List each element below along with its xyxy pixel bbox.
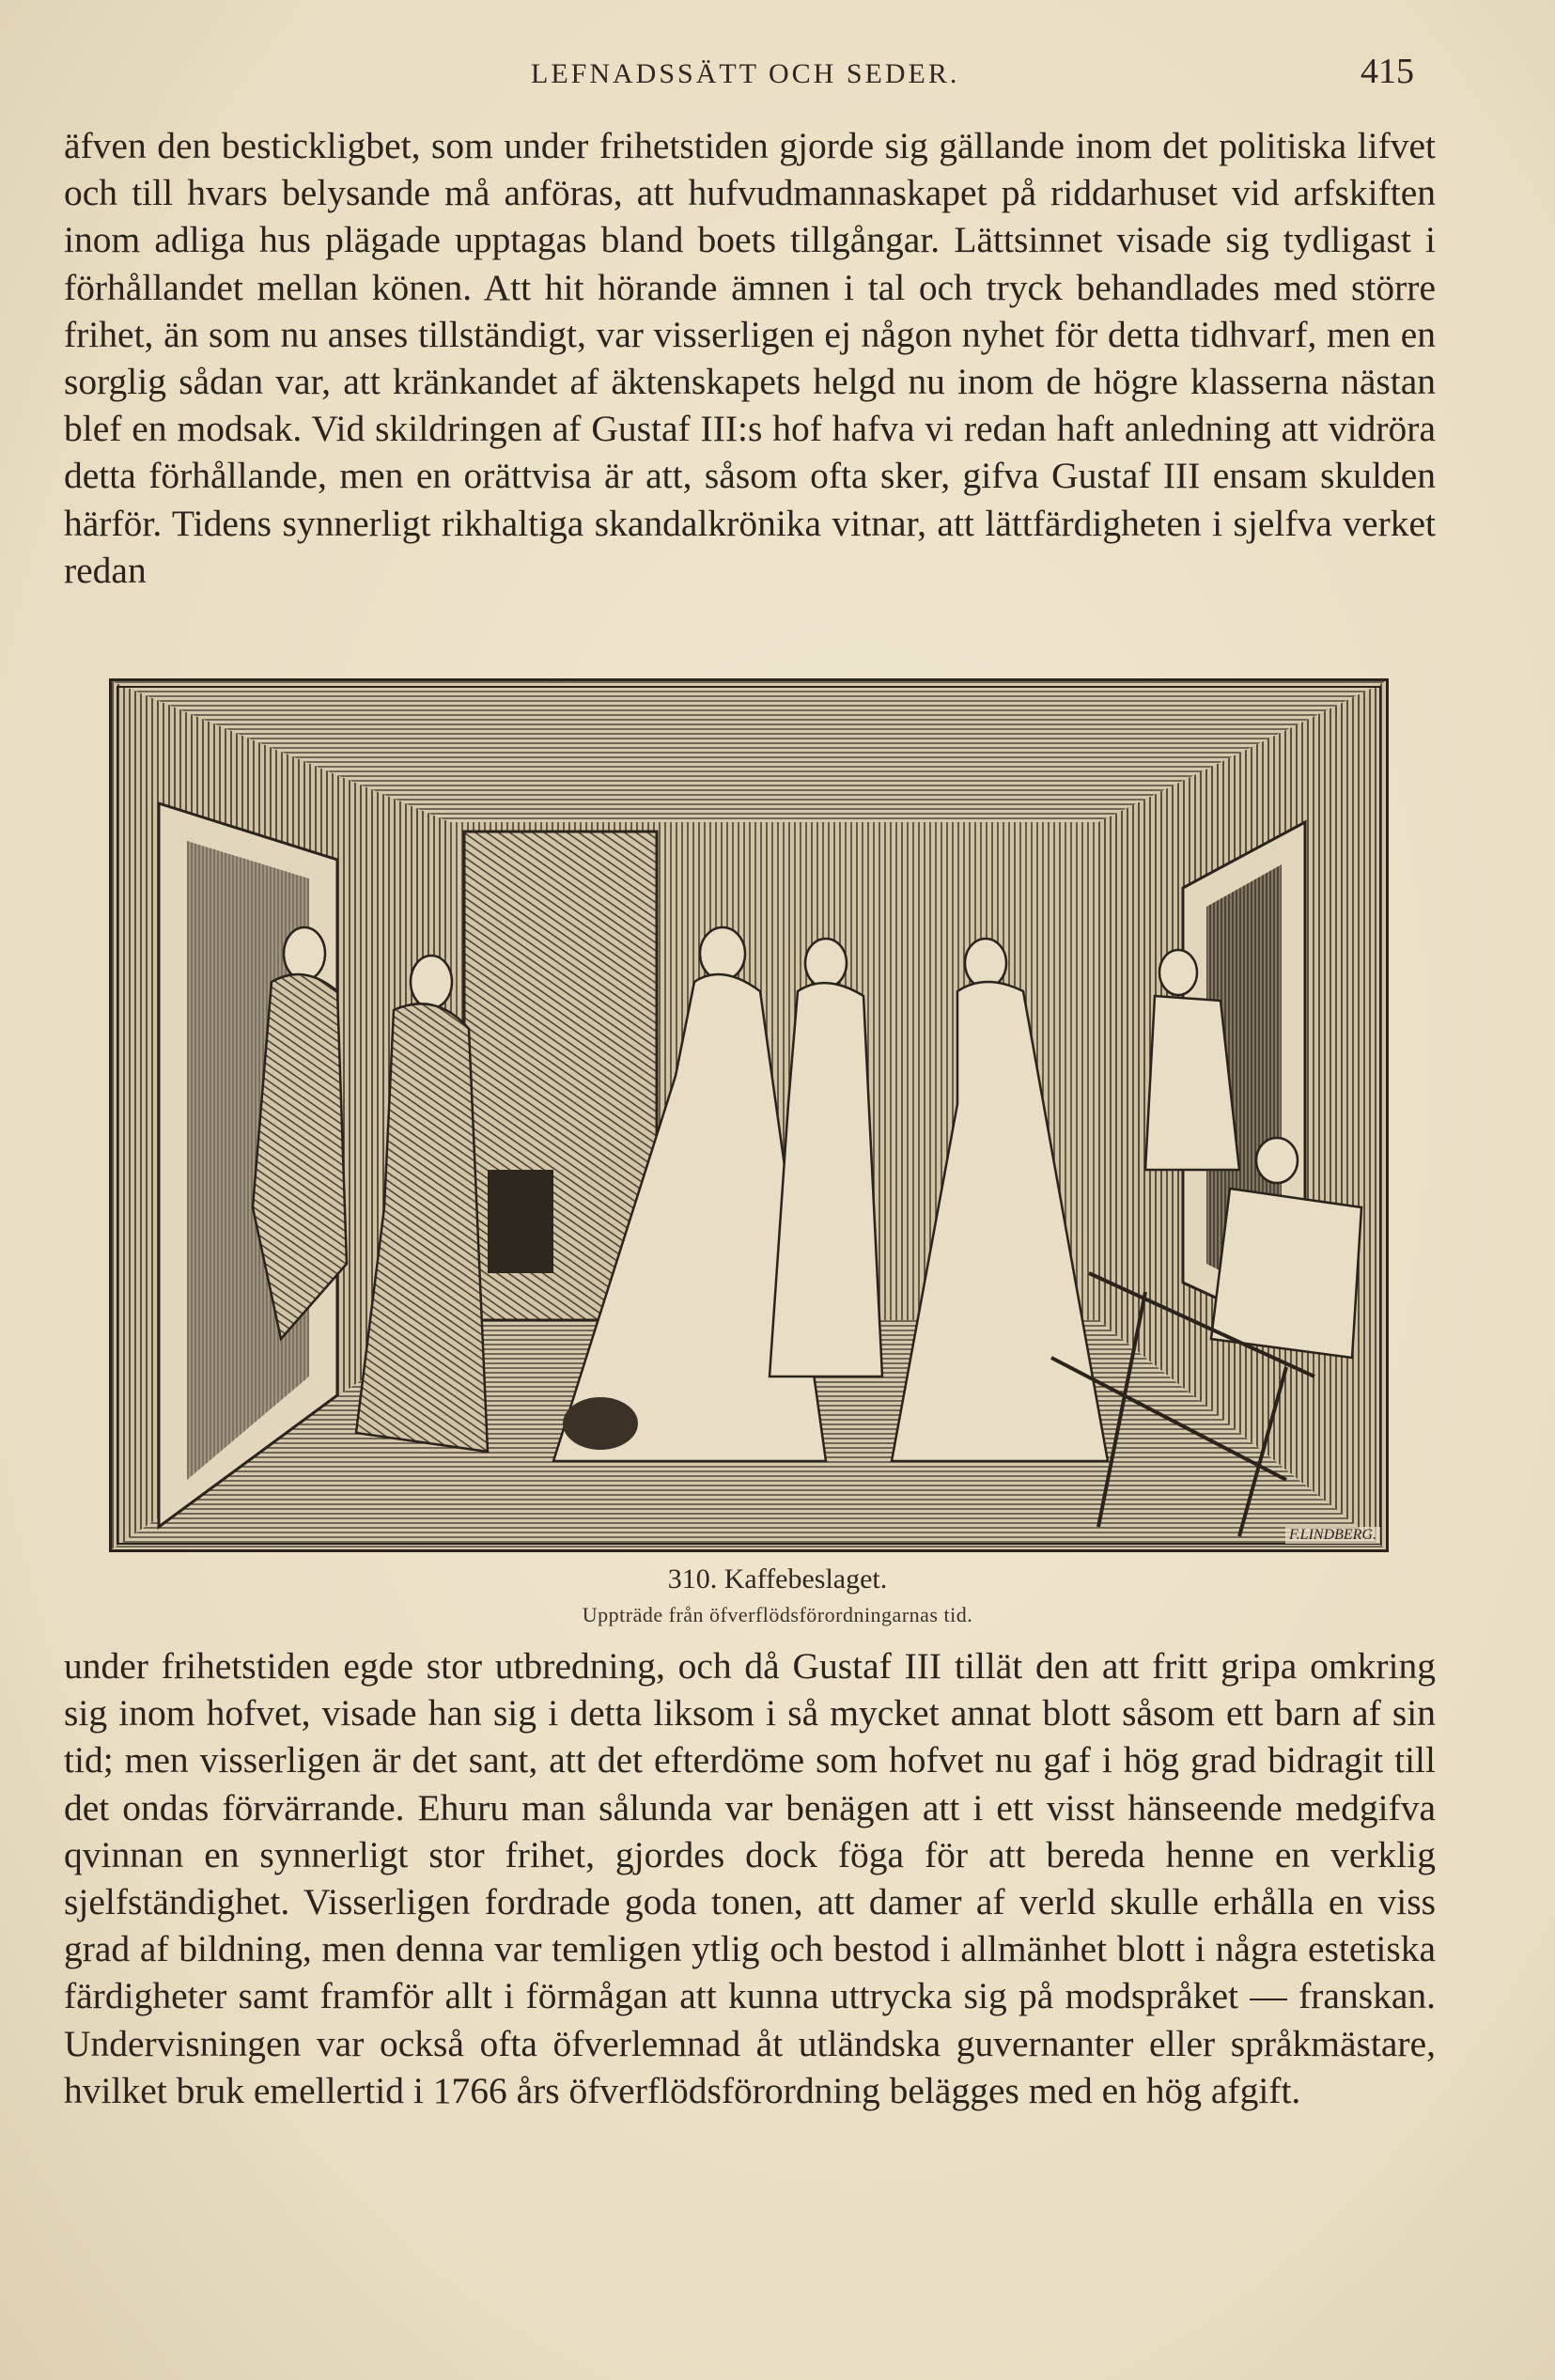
engraver-signature: F.LINDBERG. <box>1285 1527 1380 1544</box>
figure-caption <box>0 1563 1555 1627</box>
page-number: 415 <box>1361 52 1414 91</box>
engraving-image <box>112 681 1386 1549</box>
page-header <box>0 49 1555 105</box>
caption-title: 310. Kaffebeslaget. <box>667 1563 888 1594</box>
body-text-top <box>64 122 1436 594</box>
paragraph-bottom: under frihetstiden egde stor utbredning, och då Gustaf III tillät den att fritt gripa omkring sig inom hofvet, visade han sig i detta liksom i så mycket annat blott såsom ett barn af sin tid; men visserligen är det sant, att det efterdöme som hofvet nu gaf i hög grad bidragit till det ondas förvärrande. Ehuru man sålunda var benägen att i ett visst hänseende medgifva qvinnan en synnerligt stor frihet, gjordes dock föga för att bereda henne en verklig sjelfständighet. Visserligen fordrade goda tonen, att damer af verld skulle erhålla en viss grad af bildning, men denna var temligen ytlig och bestod i allmänhet blott i några estetiska färdigheter samt framför allt i förmågan att kunna uttrycka sig på modspråket — franskan. Undervisningen var också ofta öfverlemnad åt utländska guvernanter eller språkmästare, hvilket bruk emellertid i 1766 års öfverflödsförordning belägges med en hög afgift. <box>64 1645 1436 2111</box>
running-title: LEFNADSSÄTT OCH SEDER. <box>531 58 960 89</box>
caption-subtitle: Uppträde från öfverflödsförordningarnas tid. <box>582 1603 973 1626</box>
body-text-bottom <box>64 1642 1436 2114</box>
engraving-illustration <box>109 678 1389 1552</box>
paragraph-top: äfven den bestickligbet, som under frihetstiden gjorde sig gällande inom det politiska lifvet och till hvars belysande må anföras, att hufvudmannaskapet på riddarhuset vid arfskiften inom adliga hus plägade upptagas bland boets tillgångar. Lättsinnet visade sig tydligast i förhållandet mellan könen. Att hit hörande ämnen i tal och tryck behandlades med större frihet, än som nu anses tillständigt, var visserligen ej någon nyhet för detta tidhvarf, men en sorglig sådan var, att kränkandet af äktenskapets helgd nu inom de högre klasserna nästan blef en modsak. Vid skildringen af Gustaf III:s hof hafva vi redan haft anledning att vidröra detta förhållande, men en orättvisa är att, såsom ofta sker, gifva Gustaf III ensam skulden härför. Tidens synnerligt rikhaltiga skandalkrönika vitnar, att lättfärdigheten i sjelfva verket redan <box>64 125 1436 591</box>
